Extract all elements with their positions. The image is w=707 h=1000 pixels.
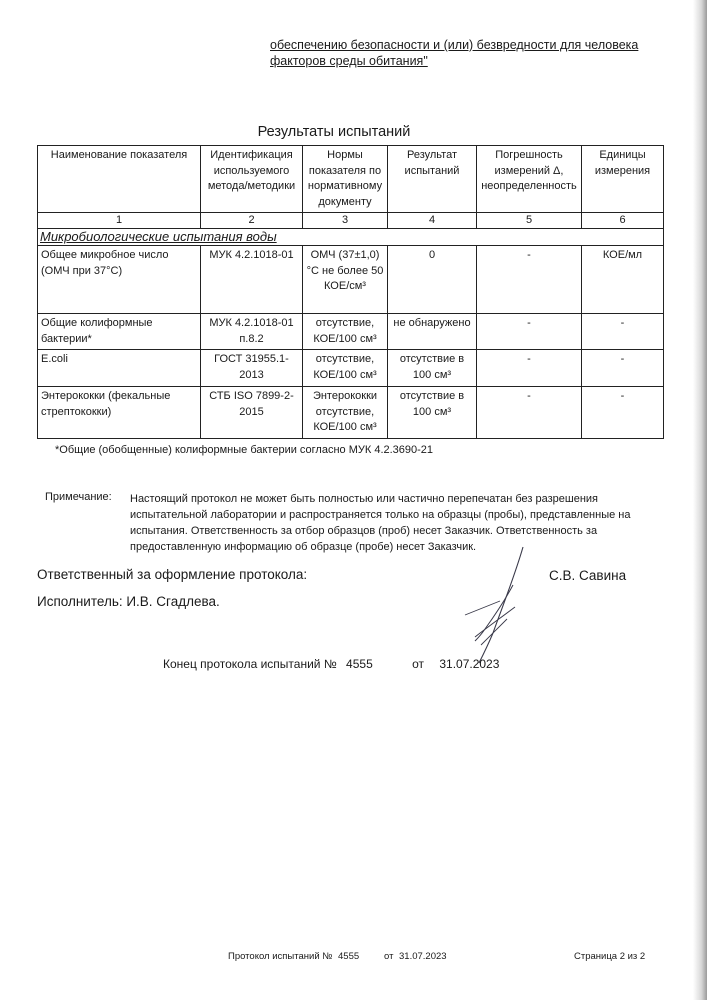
table-row — [38, 246, 664, 314]
table-cell: Общее микробное число (ОМЧ при 37°С) — [38, 246, 201, 314]
column-number: 2 — [201, 213, 303, 229]
table-cell: - — [582, 314, 664, 350]
section-row — [38, 229, 664, 246]
results-table — [37, 145, 664, 439]
footer-date: 31.07.2023 — [399, 951, 447, 962]
table-cell: ГОСТ 31955.1-2013 — [201, 350, 303, 387]
table-cell: - — [477, 387, 582, 439]
table-cell: ОМЧ (37±1,0)°С не более 50 КОЕ/см³ — [303, 246, 388, 314]
column-header: Погрешность измерений Δ, неопределенность — [477, 146, 582, 213]
column-number: 5 — [477, 213, 582, 229]
page-edge-shadow — [693, 0, 707, 1000]
table-cell: МУК 4.2.1018-01 п.8.2 — [201, 314, 303, 350]
note-text: Настоящий протокол не может быть полностью или частично перепечатан без разрешения испытательной лаборатории и распространяется только на образцы (пробы), представленные на испытания. Ответственность за отбор образцов (проб) несет Заказчик. Ответственность за предоставленную информацию об образце (пробе) несет Заказчик. — [130, 493, 631, 553]
table-cell: Энтерококки отсутствие, КОЕ/100 см³ — [303, 387, 388, 439]
end-number: 4555 — [346, 657, 373, 671]
column-header: Идентификация используемого метода/методики — [201, 146, 303, 213]
table-row — [38, 387, 664, 439]
page-title: Результаты испытаний — [257, 124, 411, 140]
table-cell: Общие колиформные бактерии* — [38, 314, 201, 350]
footer-page-number: Страница 2 из 2 — [574, 951, 646, 962]
footer-number: 4555 — [338, 951, 360, 962]
executor-line: Исполнитель: И.В. Сгадлева. — [37, 594, 220, 609]
table-cell: - — [477, 350, 582, 387]
responsible-name: С.В. Савина — [549, 568, 627, 583]
column-header: Результат испытаний — [388, 146, 477, 213]
table-cell: отсутствие в 100 см³ — [388, 350, 477, 387]
column-number: 1 — [38, 213, 201, 229]
column-number-row — [38, 213, 664, 229]
protocol-end-line — [163, 657, 499, 671]
table-cell: отсутствие, КОЕ/100 см³ — [303, 350, 388, 387]
column-header: Наименование показателя — [38, 146, 201, 213]
table-header-row — [38, 146, 664, 213]
column-number: 3 — [303, 213, 388, 229]
table-cell: СТБ ISO 7899-2-2015 — [201, 387, 303, 439]
table-cell: - — [582, 350, 664, 387]
end-date: 31.07.2023 — [439, 657, 500, 671]
table-cell: - — [582, 387, 664, 439]
table-cell: 0 — [388, 246, 477, 314]
table-cell: - — [477, 314, 582, 350]
footer-protocol-label: Протокол испытаний № — [228, 951, 333, 962]
table-cell: Энтерококки (фекальные стрептококки) — [38, 387, 201, 439]
table-cell: - — [477, 246, 582, 314]
footer-from: от — [384, 951, 394, 962]
table-footnote: *Общие (обобщенные) колиформные бактерии согласно МУК 4.2.3690-21 — [55, 444, 434, 456]
table-cell: не обнаружено — [388, 314, 477, 350]
column-number: 4 — [388, 213, 477, 229]
table-cell: отсутствие, КОЕ/100 см³ — [303, 314, 388, 350]
table-cell: МУК 4.2.1018-01 — [201, 246, 303, 314]
table-cell: E.coli — [38, 350, 201, 387]
column-header: Нормы показателя по нормативному документу — [303, 146, 388, 213]
section-title: Микробиологические испытания воды — [38, 229, 664, 246]
note-label: Примечание: — [45, 491, 112, 503]
column-number: 6 — [582, 213, 664, 229]
table-cell: отсутствие в 100 см³ — [388, 387, 477, 439]
table-row — [38, 314, 664, 350]
column-header: Единицы измерения — [582, 146, 664, 213]
end-label: Конец протокола испытаний № — [163, 657, 337, 671]
header-line-1: обеспечению безопасности и (или) безвредности для человека — [270, 38, 639, 52]
table-row — [38, 350, 664, 387]
end-from: от — [412, 657, 424, 671]
table-cell: КОЕ/мл — [582, 246, 664, 314]
handwritten-signature — [455, 545, 530, 665]
header-line-2: факторов среды обитания" — [270, 54, 428, 68]
responsible-label: Ответственный за оформление протокола: — [37, 567, 308, 582]
